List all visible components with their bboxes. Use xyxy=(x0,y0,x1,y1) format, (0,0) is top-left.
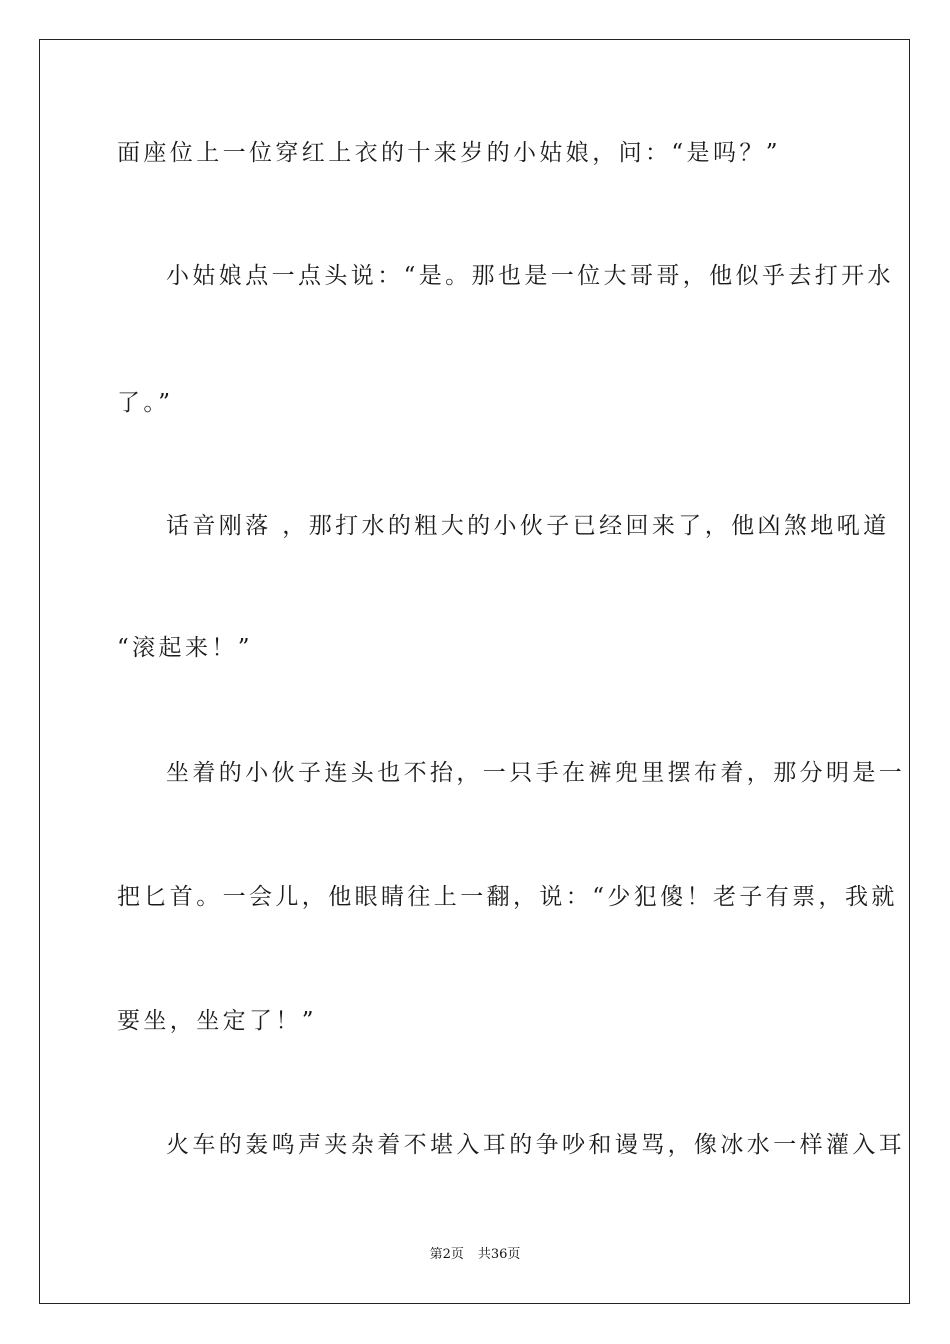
text-line-3: 了。” xyxy=(117,390,174,416)
text-line-1: 面座位上一位穿红上衣的十来岁的小姑娘，问：“是吗？” xyxy=(117,140,781,166)
text-line-6: 坐着的小伙子连头也不抬，一只手在裤兜里摆布着，那分明是一 xyxy=(166,760,906,786)
text-line-9: 火车的轰鸣声夹杂着不堪入耳的争吵和谩骂，像冰水一样灌入耳 xyxy=(166,1132,906,1158)
text-line-2: 小姑娘点一点头说：“是。那也是一位大哥哥，他似乎去打开水 xyxy=(166,263,894,289)
text-line-4: 话音刚落 ，那打水的粗大的小伙子已经回来了，他凶煞地吼道 xyxy=(166,513,890,539)
page-total: 共36页 xyxy=(477,1247,521,1262)
text-line-8: 要坐，坐定了！” xyxy=(117,1008,317,1034)
text-line-7: 把匕首。一会儿，他眼睛往上一翻，说：“少犯傻！老子有票，我就 xyxy=(117,884,898,910)
page-footer xyxy=(0,1246,950,1264)
text-line-5: “滚起来！” xyxy=(117,635,253,661)
page-border xyxy=(39,39,910,1304)
page-number: 第2页 xyxy=(429,1247,464,1262)
